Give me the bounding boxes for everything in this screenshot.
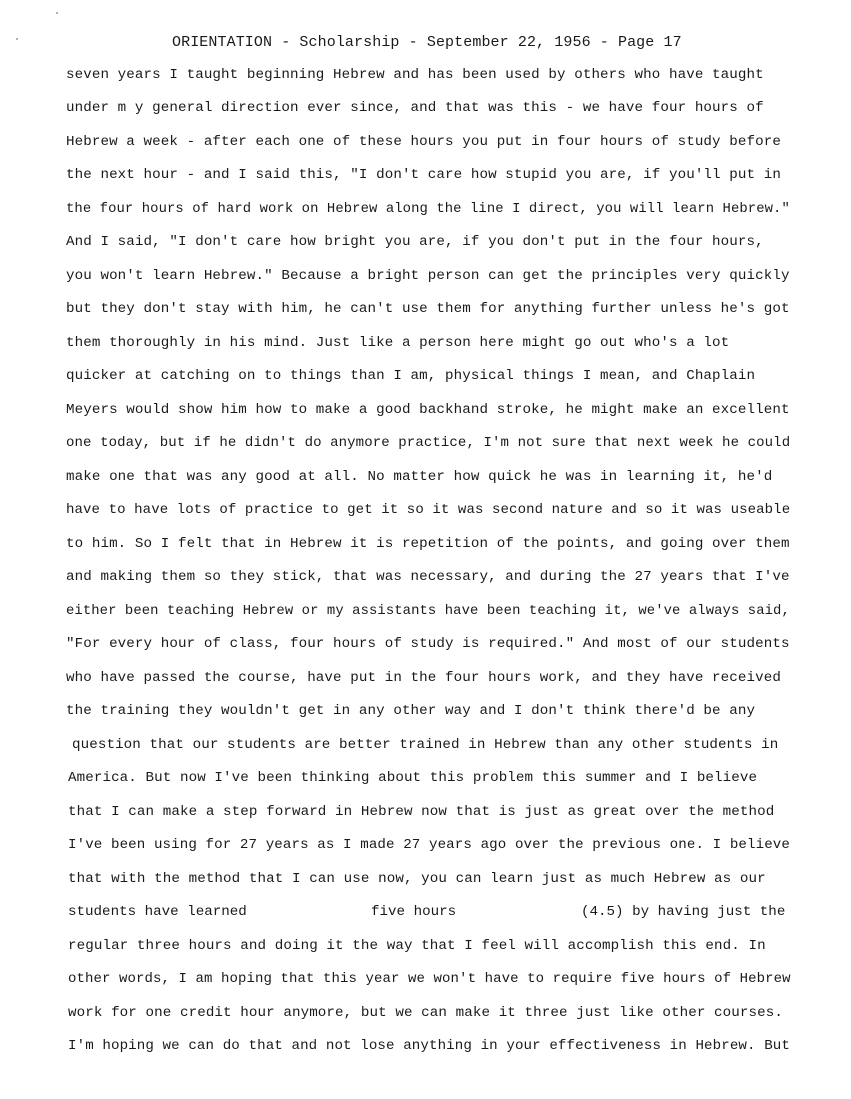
- text-line-9: them thoroughly in his mind. Just like a person here might go out who's a lot: [66, 335, 730, 351]
- gapped-line-part-1: students have learned: [68, 904, 247, 920]
- text-line-4: the next hour - and I said this, "I don't care how stupid you are, if you'll put in: [66, 167, 781, 183]
- text-line-13: make one that was any good at all. No matter how quick he was in learning it, he'd: [66, 469, 773, 485]
- text-line-19: who have passed the course, have put in the four hours work, and they have received: [66, 670, 781, 686]
- text-line-2: under m y general direction ever since, and that was this - we have four hours of: [66, 100, 764, 116]
- gapped-line-part-3: (4.5) by having just the: [581, 904, 786, 920]
- text-line-16: and making them so they stick, that was necessary, and during the 27 years that I've: [66, 569, 790, 585]
- text-line-17: either been teaching Hebrew or my assistants have been teaching it, we've always said,: [66, 603, 790, 619]
- text-line-21: question that our students are better trained in Hebrew than any other students in: [72, 737, 779, 753]
- text-line-8: but they don't stay with him, he can't use them for anything further unless he's got: [66, 301, 790, 317]
- text-line-14: have to have lots of practice to get it so it was second nature and so it was useable: [66, 502, 791, 518]
- text-line-18: "For every hour of class, four hours of study is required." And most of our students: [66, 636, 790, 652]
- text-line-11: Meyers would show him how to make a good backhand stroke, he might make an excellent: [66, 402, 790, 418]
- text-line-15: to him. So I felt that in Hebrew it is repetition of the points, and going over them: [66, 536, 790, 552]
- text-line-22: America. But now I've been thinking about this problem this summer and I believe: [68, 770, 758, 786]
- text-line-24: I've been using for 27 years as I made 27 years ago over the previous one. I believe: [68, 837, 790, 853]
- text-line-7: you won't learn Hebrew." Because a bright person can get the principles very quickly: [66, 268, 790, 284]
- gapped-line-part-2: five hours: [371, 904, 457, 920]
- text-line-27: other words, I am hoping that this year we won't have to require five hours of Hebrew: [68, 971, 791, 987]
- text-line-26: regular three hours and doing it the way that I feel will accomplish this end. In: [68, 938, 766, 954]
- text-line-12: one today, but if he didn't do anymore practice, I'm not sure that next week he could: [66, 435, 791, 451]
- text-line-20: the training they wouldn't get in any other way and I don't think there'd be any: [66, 703, 756, 719]
- text-line-6: And I said, "I don't care how bright you are, if you don't put in the four hours,: [66, 234, 764, 250]
- text-line-23: that I can make a step forward in Hebrew now that is just as great over the method: [68, 804, 775, 820]
- text-line-25: that with the method that I can use now, you can learn just as much Hebrew as our: [68, 871, 766, 887]
- text-line-5: the four hours of hard work on Hebrew along the line I direct, you will learn Hebrew.": [66, 201, 790, 217]
- text-line-10: quicker at catching on to things than I am, physical things I mean, and Chaplain: [66, 368, 756, 384]
- text-line-28: work for one credit hour anymore, but we can make it three just like other courses.: [68, 1005, 783, 1021]
- text-line-1: seven years I taught beginning Hebrew and has been used by others who have taught: [66, 67, 764, 83]
- text-line-29: I'm hoping we can do that and not lose anything in your effectiveness in Hebrew. But: [68, 1038, 790, 1054]
- paper-speck: [56, 12, 58, 14]
- paper-speck: [16, 38, 18, 40]
- text-line-3: Hebrew a week - after each one of these hours you put in four hours of study before: [66, 134, 781, 150]
- page-header: ORIENTATION - Scholarship - September 22, 1956 - Page 17: [172, 34, 682, 51]
